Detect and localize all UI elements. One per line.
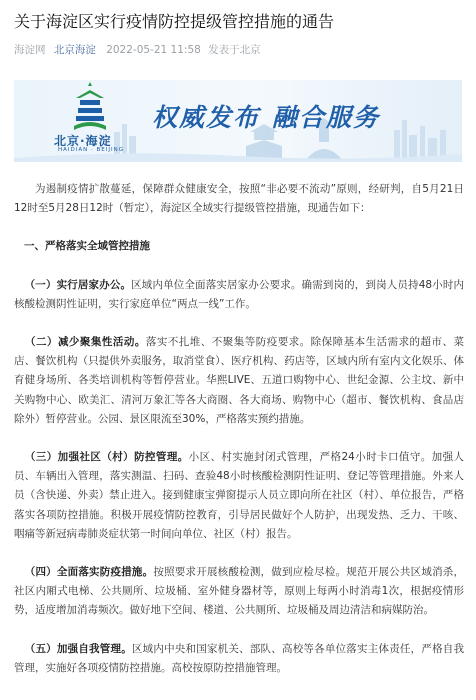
logo-subtitle: HAIDIAN · BEIJING — [58, 147, 124, 153]
item-2-heading: （二）减少聚集性活动。 — [24, 336, 146, 349]
article-title: 关于海淀区实行疫情防控提级管控措施的通告 — [14, 12, 335, 31]
item-3 — [14, 448, 464, 544]
section-heading: 一、严格落实全域管控措施 — [24, 240, 150, 253]
item-1 — [14, 276, 464, 314]
logo-text: 北京·海淀 — [54, 134, 112, 148]
haidian-logo-icon — [66, 82, 114, 134]
publish-time: 2022-05-21 11:58 — [106, 44, 201, 56]
item-3-heading: （三）加强社区（村）防控管理。 — [24, 451, 189, 464]
banner-slogan — [152, 98, 380, 134]
item-2 — [14, 333, 464, 429]
article-body — [14, 180, 464, 697]
article-meta — [14, 42, 261, 57]
slogan-part-1: 权威发布 — [152, 103, 261, 132]
publish-location: 发表于北京 — [208, 44, 261, 56]
account-link[interactable]: 北京海淀 — [53, 44, 96, 56]
item-5 — [14, 640, 464, 678]
item-5-heading: （五）加强自我管理。 — [24, 642, 132, 655]
item-3-text: 小区、村实施封闭式管理，严格24小时卡口值守。加强人员、车辆出入管理，落实测温、扫码、查验48小时核酸检测阴性证明、登记等管理措施。外来人员（含快递、外卖）禁止进入。接到健康宝弹窗提示人员立即向所在社区（村）、单位报告，严格落实各项防控措施。积极开展疫情防控教育，引导居民做好个人防护，出现发热、乏力、干咳、咽痛等新冠病毒肺炎症状第一时间向单位、社区（村）报告。 — [14, 451, 464, 540]
intro-paragraph: 为遏制疫情扩散蔓延，保障群众健康安全，按照“非必要不流动”原则，经研判，自5月21日12时至5月28日12时（暂定），海淀区全域实行提级管控措施，现通告如下： — [14, 183, 464, 215]
item-4 — [14, 563, 464, 621]
slogan-part-2: 融合服务 — [272, 103, 381, 132]
item-4-heading: （四）全面落实防疫措施。 — [24, 566, 154, 579]
item-4-text: 按照要求开展核酸检测，做到应检尽检。规范开展公共区域消杀，社区内厢式电梯、公共厕所、垃圾桶、室外健身器材等，原则上每两小时消毒1次，根据疫情形势，适度增加消毒频次。做好地下空间、楼道、公共厕所、垃圾桶及周边清洁和病媒防治。 — [14, 566, 465, 617]
item-2-text: 落实不扎堆、不聚集等防疫要求。除保障基本生活需求的超市、菜店、餐饮机构（只提供外卖服务，取消堂食）、医疗机构、药店等，区域内所有室内文化娱乐、体育健身场所、各类培训机构等暂停营业。华熙LIVE、五道口购物中心、世纪金源、公主坟、新中关购物中心、欧美汇、清河万象汇等各大商圈、各大商场、购物中心（超市、餐饮机构、食品店除外）暂停营业。公园、景区限流至30%，严格落实预约措施。 — [14, 336, 465, 425]
item-5-text: 区域内中央和国家机关、部队、高校等各单位落实主体责任，严格自我管理，实施好各项疫情防控措施。高校按原防控措施管理。 — [14, 642, 465, 674]
item-1-heading: （一）实行居家办公。 — [24, 278, 132, 291]
header-banner — [14, 80, 462, 162]
item-1-text: 区域内单位全面落实居家办公要求。确需到岗的，到岗人员持48小时内核酸检测阴性证明，实行家庭单位“两点一线”工作。 — [14, 278, 464, 310]
source-label: 海淀网 — [14, 44, 46, 56]
